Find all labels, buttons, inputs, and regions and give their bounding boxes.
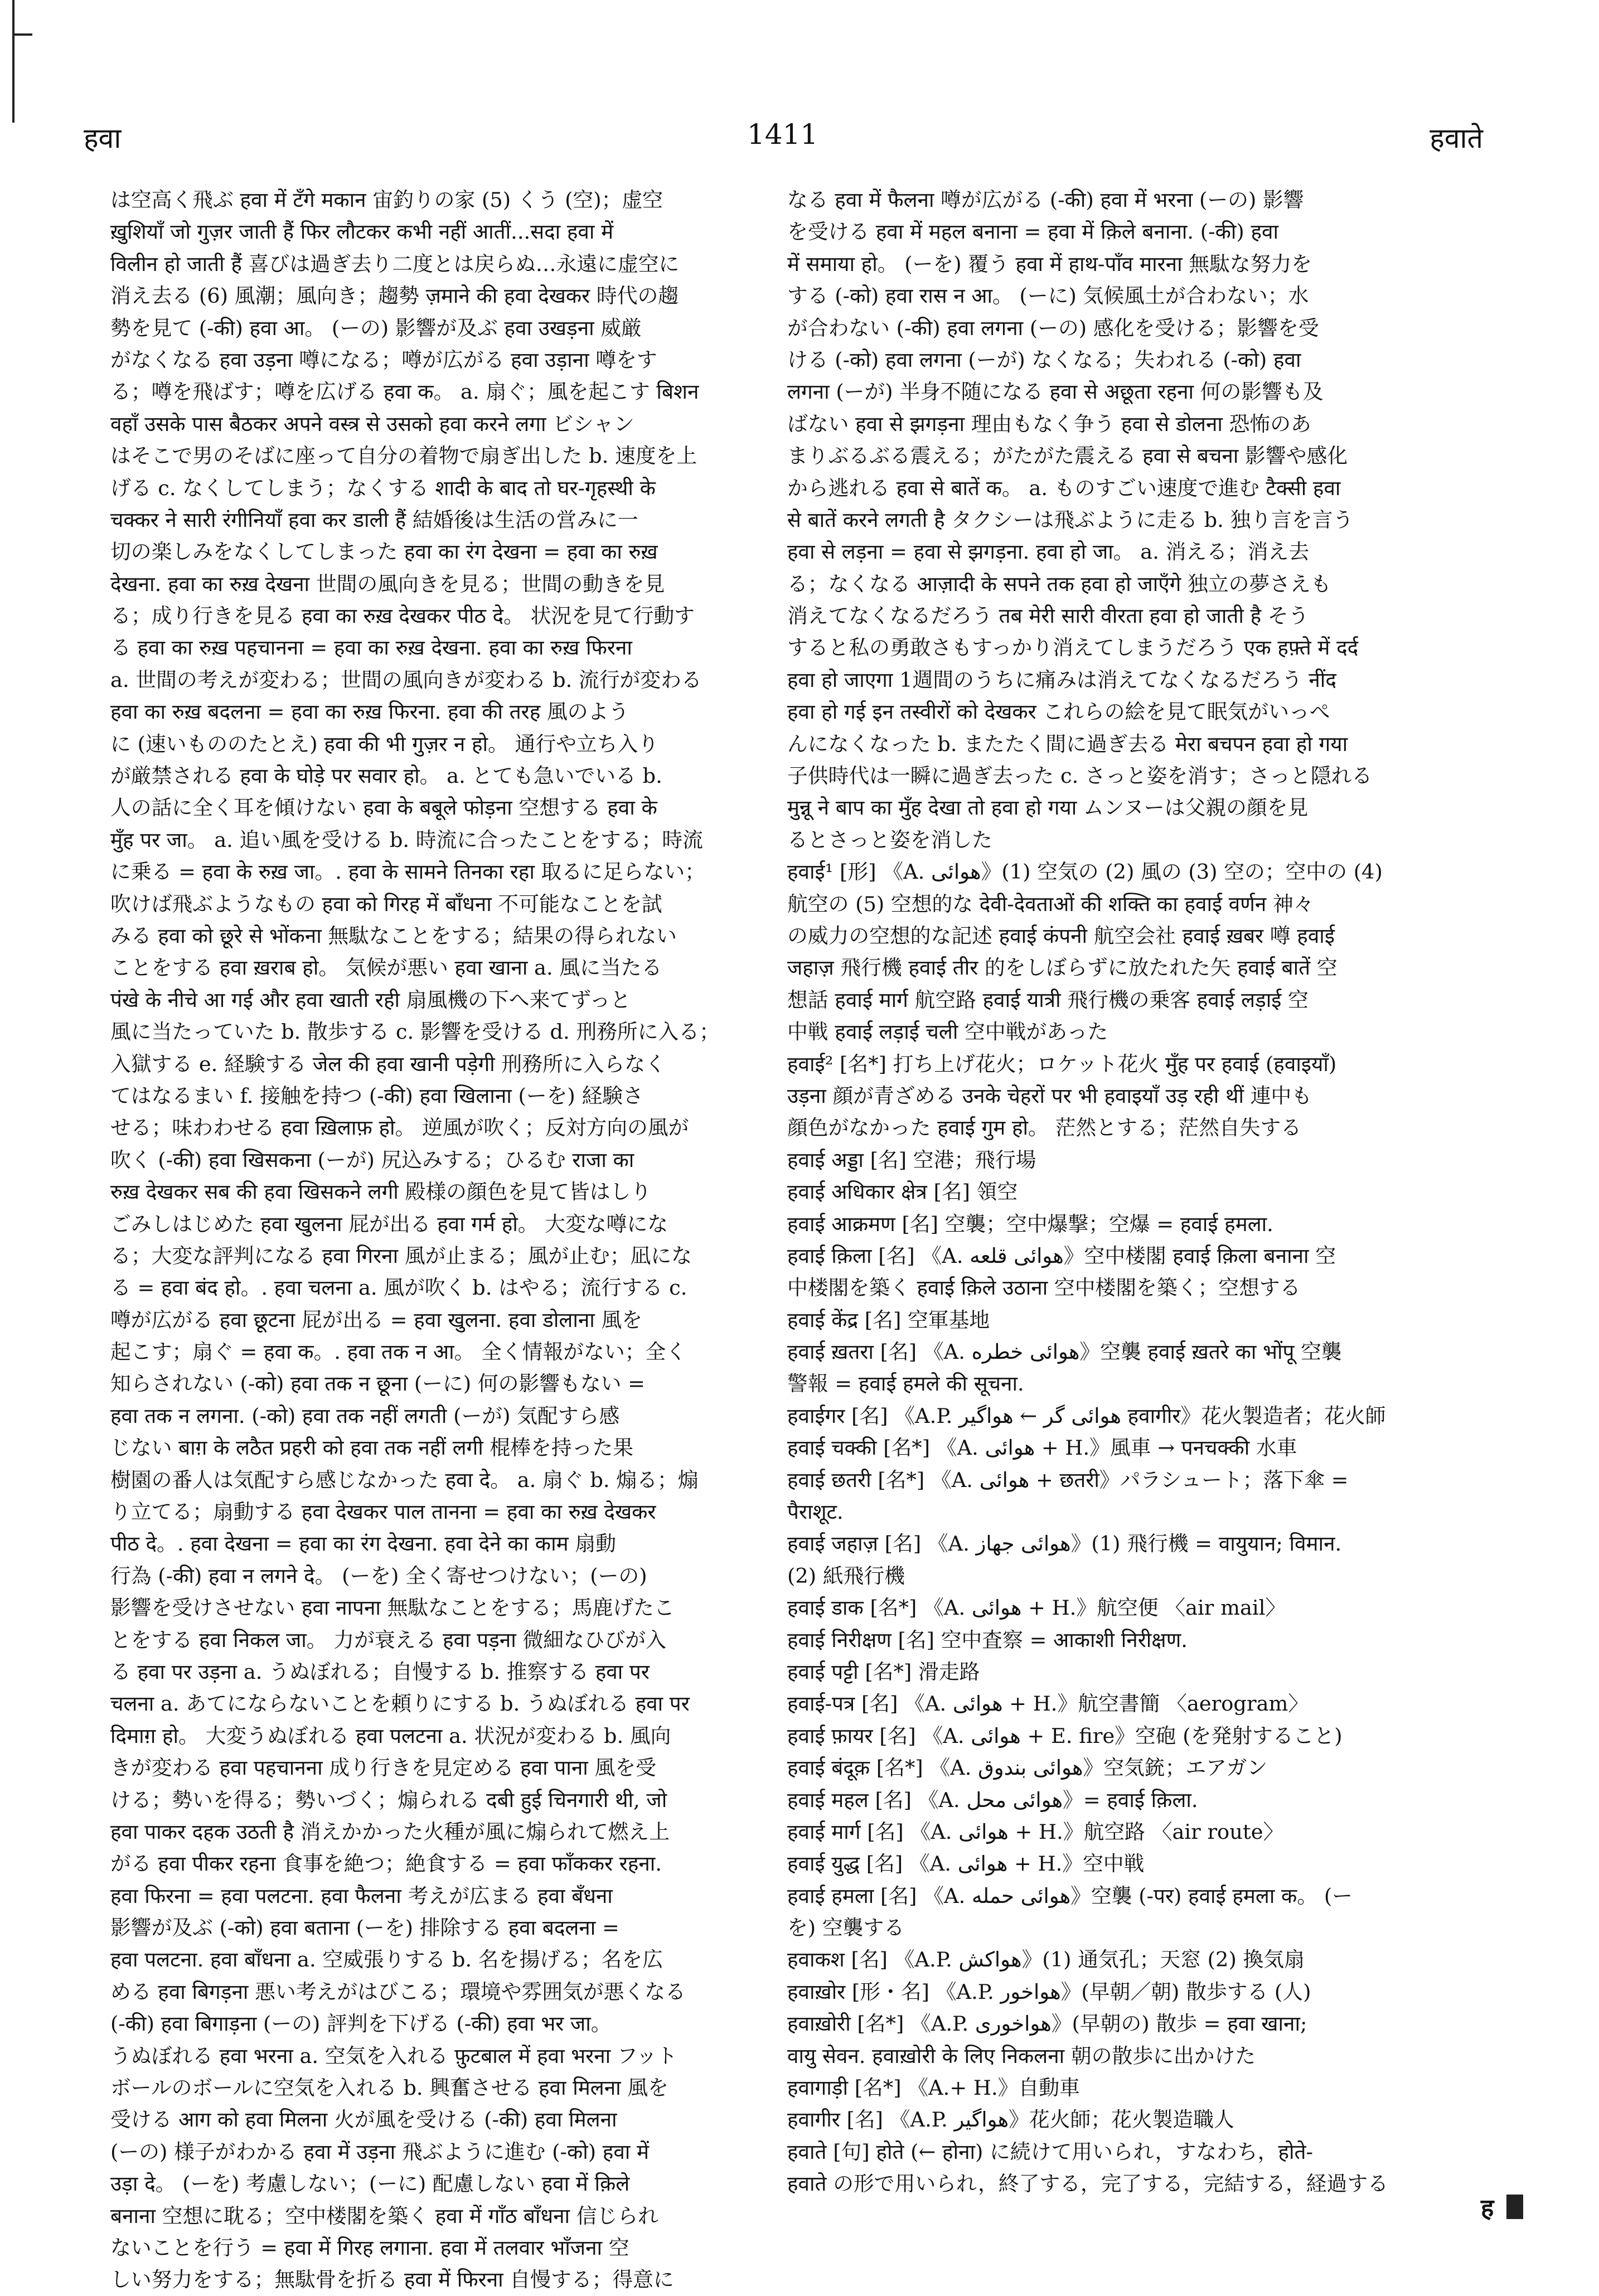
- text-line: हवा हो गई इन तस्वीरों को देखकर これらの絵を見て眠気がいっぺ: [787, 700, 1330, 724]
- text-line: मुन्नू ने बाप का मुँह देखा तो हवा हो गया ムンヌーは父親の顔を見: [787, 796, 1309, 820]
- text-line: 風に当たっていた b. 散歩する c. 影響を受ける d. 刑務所に入る；: [110, 1020, 720, 1044]
- text-line: देखना. हवा का रुख़ देखना 世間の風向きを見る；世間の動きを見: [110, 571, 665, 596]
- text-line: लगना (ーが) 半身不随になる हवा से अछूता रहना 何の影響も及: [787, 380, 1324, 404]
- text-line: हवाई छतरी [名*] 《A. هوائی + छतरी》パラシュート；落下傘 =: [787, 1467, 1349, 1492]
- text-line: じない बाग़ के लठैत प्रहरी को हवा तक नहीं लगी 棍棒を持った果: [110, 1436, 634, 1460]
- text-line: विलीन हो जाती हैं 喜びは過ぎ去り二度とは戻らぬ…永遠に虚空に: [110, 251, 680, 276]
- text-line: 吹けば飛ぶようなもの हवा को गिरह में बाँधना 不可能なことを試: [110, 892, 662, 916]
- text-line: हवाई अड्डा [名] 空港；飛行場: [787, 1147, 1036, 1172]
- text-line: の威力の空想的な記述 हवाई कंपनी 航空会社 हवाई ख़बर 噂 हवाई: [787, 923, 1335, 948]
- text-line: हवा से लड़ना = हवा से झगड़ना. हवा हो जा。 a. 消える；消え去: [787, 540, 1310, 564]
- text-line: 受ける आग को हवा मिलना 火が風を受ける (-की) हवा मिलना: [110, 2108, 617, 2132]
- binding-edge-tick: [12, 33, 32, 36]
- text-line: हवाई पट्टी [名*] 滑走路: [787, 1659, 980, 1684]
- text-line: んになくなった b. またたく間に過ぎ去る मेरा बचपन हवा हो गया: [787, 732, 1348, 756]
- text-line: पीठ दे。. हवा देखना = हवा का रंग देखना. हवा देने का काम 扇動: [110, 1532, 616, 1556]
- text-line: に乗る = हवा के रुख़ जा。. हवा के सामने तिनका रहा 取るに足らない；: [110, 860, 705, 884]
- text-line: हवा का रुख़ बदलना = हवा का रुख़ फिरना. हवा की तरह 風のよう: [110, 700, 629, 724]
- text-line: बनाना 空想に耽る；空中楼閣を築く हवा में गाँठ बाँधना 信じられ: [110, 2203, 658, 2228]
- text-line: चक्कर ने सारी रंगीनियाँ हवा कर डाली हैं 結婚後は生活の営みに一: [110, 507, 638, 532]
- text-line: हवाई युद्ध [名] 《A. هوائی + H.》空中戦: [787, 1852, 1145, 1876]
- text-line: उड़ना 顔が青ざめる उनके चेहरों पर भी हवाइयाँ उड़ रही थीं 連中も: [787, 1083, 1312, 1108]
- text-line: なる हवा में फैलना 噂が広がる (-की) हवा में भरना (ーの) 影響: [787, 188, 1304, 212]
- text-line: から逃れる हवा से बातें क。 a. ものすごい速度で進む टैक्सी हवा: [787, 476, 1341, 500]
- text-line: से बातें करने लगती है タクシーは飛ぶように走る b. 独り言を言う: [787, 507, 1354, 532]
- text-line: हवाख़ोर [形・名] 《A.P. هواخور》(早朝／朝) 散歩する (人): [787, 1979, 1311, 2004]
- text-line: が合わない (-की) हवा लगना (ーの) 感化を受ける；影響を受: [787, 316, 1319, 340]
- text-line: は空高く飛ぶ हवा में टँगे मकान 宙釣りの家 (5) くう (空)；虚空: [110, 188, 663, 212]
- text-line: める हवा बिगड़ना 悪い考えがはびこる；環境や雰囲気が悪くなる: [110, 1979, 686, 2004]
- text-line: ないことを行う = हवा में गिरह लगाना. हवा में तलवार भाँजना 空: [110, 2236, 629, 2260]
- text-line: すると私の勇敢さもすっかり消えてしまうだろう एक हफ़्ते में दर्द: [787, 636, 1359, 660]
- text-line: に (速いもののたとえ) हवा की भी गुज़र न हो。 通行や立ち入り: [110, 732, 659, 756]
- text-line: हवाई ख़तरा [名] 《A. هوائی خطره》空襲 हवाई ख़तरे का भोंपू 空襲: [787, 1340, 1342, 1364]
- text-line: しい努力をする；無駄骨を折る हवा में फिरना 自慢する；得意に: [110, 2268, 674, 2292]
- text-line: が厳禁される हवा के घोड़े पर सवार हो。 a. とても急いでいる b.: [110, 764, 662, 788]
- text-line: a. 世間の考えが変わる；世間の風向きが変わる b. 流行が変わる: [110, 667, 702, 692]
- text-line: 消えてなくなるだろう तब मेरी सारी वीरता हवा हो जाती है そう: [787, 604, 1309, 628]
- text-line: がる हवा पीकर रहना 食事を絶つ；絶食する = हवा फाँककर रहना.: [110, 1852, 662, 1876]
- text-line: てはなるまい f. 接触を持つ (-की) हवा खिलाना (ーを) 経験さ: [110, 1083, 643, 1108]
- text-line: 切の楽しみをなくしてしまった हवा का रंग देखना = हवा का रुख़: [110, 540, 658, 564]
- guide-word-left: हवा: [84, 122, 122, 154]
- text-line: हवाईगर [名] 《A.P. هوائی گر ← هواگیر हवागीर》花火製造者；花火師: [787, 1403, 1386, 1428]
- text-line: る हवा का रुख़ पहचानना = हवा का रुख़ देखना. हवा का रुख़ फिरना: [110, 636, 632, 660]
- text-line: るとさっと姿を消した: [787, 827, 992, 852]
- text-line: हवाई बंदूक़ [名*] 《A. هوائی بندوق》空気銃；エアガン: [787, 1756, 1268, 1780]
- binding-edge-line: [12, 0, 14, 123]
- text-line: 入獄する e. 経験する जेल की हवा खानी पड़ेगी 刑務所に入らなく: [110, 1052, 666, 1076]
- text-line: हवाई आक्रमण [名] 空襲；空中爆撃；空爆 = हवाई हमला.: [787, 1212, 1273, 1236]
- text-line: हवा पाकर दहक उठती है 消えかかった火種が風に煽られて燃え上: [110, 1819, 670, 1844]
- text-line: 消え去る (6) 風潮；風向き；趨勢 ज़माने की हवा देखकर 時代の趨: [110, 284, 679, 308]
- text-line: ボールのボールに空気を入れる b. 興奮させる हवा मिलना 風を: [110, 2076, 668, 2100]
- text-line: とをする हवा निकल जा。 力が衰える हवा पड़ना 微細なひびが入: [110, 1627, 667, 1652]
- text-line: ごみしはじめた हवा खुलना 屁が出る हवा गर्म हो。 大変な噂にな: [110, 1212, 668, 1236]
- text-line: きが変わる हवा पहचानना 成り行きを見定める हवा पाना 風を受: [110, 1756, 656, 1780]
- text-line: 子供時代は一瞬に過ぎ去った c. さっと姿を消す；さっと隠れる: [787, 764, 1373, 788]
- text-line: まりぶるぶる震える；がたがた震える हवा से बचना 影響や感化: [787, 444, 1348, 468]
- text-line: हवाते の形で用いられ，終了する，完了する，完結する，経過する: [787, 2172, 1388, 2196]
- text-line: を) 空襲する: [787, 1916, 905, 1940]
- text-line: る；成り行きを見る हवा का रुख़ देखकर पीठ दे。 状況を見て行動す: [110, 604, 695, 628]
- text-line: वहाँ उसके पास बैठकर अपने वस्त्र से उसको हवा करने लगा ビシャン: [110, 411, 634, 436]
- text-line: पैराशूट.: [787, 1500, 844, 1524]
- text-line: を受ける हवा में महल बनाना = हवा में क़िले बनाना. (-की) हवा: [787, 220, 1278, 244]
- text-line: (-की) हवा बिगाड़ना (ーの) 評判を下げる (-की) हवा भर जा。: [110, 2012, 612, 2036]
- text-line: (ーの) 様子がわかる हवा में उड़ना 飛ぶように進む (-को) हवा में: [110, 2139, 650, 2164]
- text-line: る = हवा बंद हो。. हवा चलना a. 風が吹く b. はやる；流行する c.: [110, 1276, 687, 1300]
- text-line: हवाई महल [名] 《A. هوائی محل》= हवाई क़िला.: [787, 1788, 1198, 1812]
- text-line: जहाज़ 飛行機 हवाई तीर 的をしぼらずに放たれた矢 हवाई बातें 空: [787, 956, 1338, 980]
- text-line: ける (-को) हवा लगना (ーが) なくなる；失われる (-को) हवा: [787, 347, 1301, 372]
- text-line: हवाकश [名] 《A.P. هواکش》(1) 通気孔；天窓 (2) 換気扇: [787, 1948, 1305, 1972]
- text-line: 起こす；扇ぐ = हवा क。. हवा तक न आ。 全く情報がない；全く: [110, 1340, 687, 1364]
- text-line: हवाई डाक [名*] 《A. هوائی + H.》航空便 〈air mail〉: [787, 1596, 1286, 1620]
- text-line: हवाई जहाज़ [名] 《A. هوائی جهاز》(1) 飛行機 = वायुयान; विमान.: [787, 1532, 1342, 1556]
- text-line: ける；勢いを得る；勢いづく；煽られる दबी हुई चिनगारी थी, जो: [110, 1788, 667, 1812]
- text-line: 影響が及ぶ (-को) हवा बताना (ーを) 排除する हवा बदलना =: [110, 1916, 619, 1940]
- text-line: हवाई मार्ग [名] 《A. هوائی + H.》航空路 〈air route〉: [787, 1819, 1284, 1844]
- text-line: चलना a. あてにならないことを頼りにする b. うぬぼれる हवा पर: [110, 1692, 690, 1716]
- text-line: हवाई फ़ायर [名] 《A. هوائی + E. fire》空砲 (を発射すること): [787, 1723, 1343, 1748]
- text-line: वायु सेवन. हवाख़ोरी के लिए निकलना 朝の散歩に出かけた: [787, 2043, 1256, 2068]
- text-line: る；なくなる आज़ादी के सपने तक हवा हो जाएँगे 独立の夢さえも: [787, 571, 1331, 596]
- text-line: り立てる；扇動する हवा देखकर पाल तानना = हवा का रुख़ देखकर: [110, 1500, 656, 1524]
- text-line: दिमाग़ हो。 大変うぬぼれる हवा पलटना a. 状況が変わる b. 風向: [110, 1723, 671, 1748]
- text-line: 中楼閣を築く हवाई क़िले उठाना 空中楼閣を築く；空想する: [787, 1276, 1301, 1300]
- text-line: 顔色がなかった हवाई गुम हो。 茫然とする；茫然自失する: [787, 1116, 1302, 1140]
- text-line: げる c. なくしてしまう；なくする शादी के बाद तो घर-गृहस्थी के: [110, 476, 656, 500]
- text-line: हवाई² [名*] 打ち上げ花火；ロケット花火 मुँह पर हवाई (हवाइयाँ): [787, 1052, 1337, 1076]
- left-column: [110, 184, 763, 2296]
- text-line: उड़ा दे。 (ーを) 考慮しない；(ーに) 配慮しない हवा में क़िले: [110, 2172, 630, 2196]
- text-line: मुँह पर जा。 a. 追い風を受ける b. 時流に合ったことをする；時流: [110, 827, 703, 852]
- text-line: हवाई-पत्र [名] 《A. هوائی + H.》航空書簡 〈aerogram〉: [787, 1692, 1309, 1716]
- text-line: हवाई क़िला [名] 《A. هوائی قلعه》空中楼閣 हवाई क़िला बनाना 空: [787, 1243, 1336, 1268]
- text-line: में समाया हो。 (ーを) 覆う हवा में हाथ-पाँव मारना 無駄な努力を: [787, 251, 1312, 276]
- text-line: 航空の (5) 空想的な देवी-देवताओं की शक्ति का हवाई वर्णन 神々: [787, 892, 1314, 916]
- text-line: 想話 हवाई मार्ग 航空路 हवाई यात्री 飛行機の乗客 हवाई लड़ाई 空: [787, 987, 1309, 1012]
- text-line: हवाई¹ [形] 《A. هوائی》(1) 空気の (2) 風の (3) 空の；空中の (4): [787, 860, 1383, 884]
- text-line: हवाई अधिकार क्षेत्र [名] 領空: [787, 1180, 1018, 1204]
- text-line: हवाई निरीक्षण [名] 空中査察 = आकाशी निरीक्षण.: [787, 1627, 1188, 1652]
- text-line: 警報 = हवाई हमले की सूचना.: [787, 1372, 1024, 1396]
- text-line: する (-को) हवा रास न आ。 (ーに) 気候風土が合わない；水: [787, 284, 1309, 308]
- text-line: 中戦 हवाई लड़ाई चली 空中戦があった: [787, 1020, 1108, 1044]
- page-header: [84, 118, 1483, 157]
- text-line: はそこで男のそばに座って自分の着物で扇ぎ出した b. 速度を上: [110, 444, 697, 468]
- text-line: हवाई हमला [名] 《A. هوائی حمله》空襲 (-पर) हवाई हमला क。 (ー: [787, 1883, 1353, 1908]
- text-line: みる हवा को छूरे से भोंकना 無駄なことをする；結果の得られない: [110, 923, 677, 948]
- text-line: ばない हवा से झगड़ना 理由もなく争う हवा से डोलना 恐怖のあ: [787, 411, 1311, 436]
- page-number: 1411: [747, 118, 818, 151]
- text-line: हवाई चक्की [名*] 《A. هوائی + H.》風車 → पनचक्की 水車: [787, 1436, 1297, 1460]
- text-line: रुख़ देखकर सब की हवा खिसकने लगी 殿様の顔色を見て皆はしり: [110, 1180, 652, 1204]
- text-line: हवाई केंद्र [名] 空軍基地: [787, 1307, 990, 1332]
- text-line: हवाख़ोरी [名*] 《A.P. هواخوری》(早朝の) 散歩 = हवा खाना;: [787, 2012, 1307, 2036]
- text-line: हवा हो जाएगा 1週間のうちに痛みは消えてなくなるだろう नींद: [787, 667, 1336, 692]
- thumb-index-letter: ह: [1481, 2194, 1494, 2222]
- text-line: हवाते [句] होते (← होना) に続けて用いられ，すなわち，होते-: [787, 2139, 1313, 2164]
- text-line: がなくなる हवा उड़ना 噂になる；噂が広がる हवा उड़ाना 噂をす: [110, 347, 657, 372]
- text-line: हवा तक न लगना. (-को) हवा तक नहीं लगती (ーが) 気配すら感: [110, 1403, 620, 1428]
- text-line: る；噂を飛ばす；噂を広げる हवा क。 a. 扇ぐ；風を起こす बिशन: [110, 380, 699, 404]
- text-line: 影響を受けさせない हवा नापना 無駄なことをする；馬鹿げたこ: [110, 1596, 675, 1620]
- text-line: 人の話に全く耳を傾けない हवा के बबूले फोड़ना 空想する हवा के: [110, 796, 657, 820]
- text-line: (2) 紙飛行機: [787, 1563, 905, 1588]
- text-line: 知らされない (-को) हवा तक न छूना (ーに) 何の影響もない =: [110, 1372, 645, 1396]
- text-line: ख़ुशियाँ जो गुज़र जाती हैं फिर लौटकर कभी नहीं आतीं...सदा हवा में: [110, 220, 614, 244]
- guide-word-right: हवाते: [1430, 122, 1483, 154]
- text-line: हवा पलटना. हवा बाँधना a. 空威張りする b. 名を揚げる；名を広: [110, 1948, 663, 1972]
- text-line: る；大変な評判になる हवा गिरना 風が止まる；風が止む；凪にな: [110, 1243, 692, 1268]
- text-line: 勢を見て (-की) हवा आ。 (ーの) 影響が及ぶ हवा उखड़ना 威厳: [110, 316, 642, 340]
- text-line: うぬぼれる हवा भरना a. 空気を入れる फ़ुटबाल में हवा भरना フット: [110, 2043, 677, 2068]
- text-line: 噂が広がる हवा छूटना 屁が出る = हवा खुलना. हवा डोलाना 風を: [110, 1307, 643, 1332]
- text-line: हवागीर [名] 《A.P. هواگیر》花火師；花火製造職人: [787, 2108, 1234, 2132]
- text-line: る हवा पर उड़ना a. うぬぼれる；自慢する b. 推察する हवा पर: [110, 1659, 650, 1684]
- text-line: 樹園の番人は気配すら感じなかった हवा दे。 a. 扇ぐ b. 煽る；煽: [110, 1467, 699, 1492]
- thumb-index-tab: [1506, 2195, 1523, 2219]
- text-line: ことをする हवा ख़राब हो。 気候が悪い हवा खाना a. 風に当たる: [110, 956, 662, 980]
- text-line: हवागाड़ी [名*] 《A.+ H.》自動車: [787, 2076, 1080, 2100]
- text-line: せる；味わわせる हवा ख़िलाफ़ हो。 逆風が吹く；反対方向の風が: [110, 1116, 689, 1140]
- text-line: 吹く (-की) हवा खिसकना (ーが) 尻込みする；ひるむ राजा का: [110, 1147, 634, 1172]
- text-line: पंखे के नीचे आ गई और हवा खाती रही 扇風機の下へ来てずっと: [110, 987, 631, 1012]
- text-line: हवा फिरना = हवा पलटना. हवा फैलना 考えが広まる हवा बँधना: [110, 1883, 613, 1908]
- right-column: [787, 184, 1440, 2200]
- text-line: 行為 (-की) हवा न लगने दे。 (ーを) 全く寄せつけない；(ーの): [110, 1563, 647, 1588]
